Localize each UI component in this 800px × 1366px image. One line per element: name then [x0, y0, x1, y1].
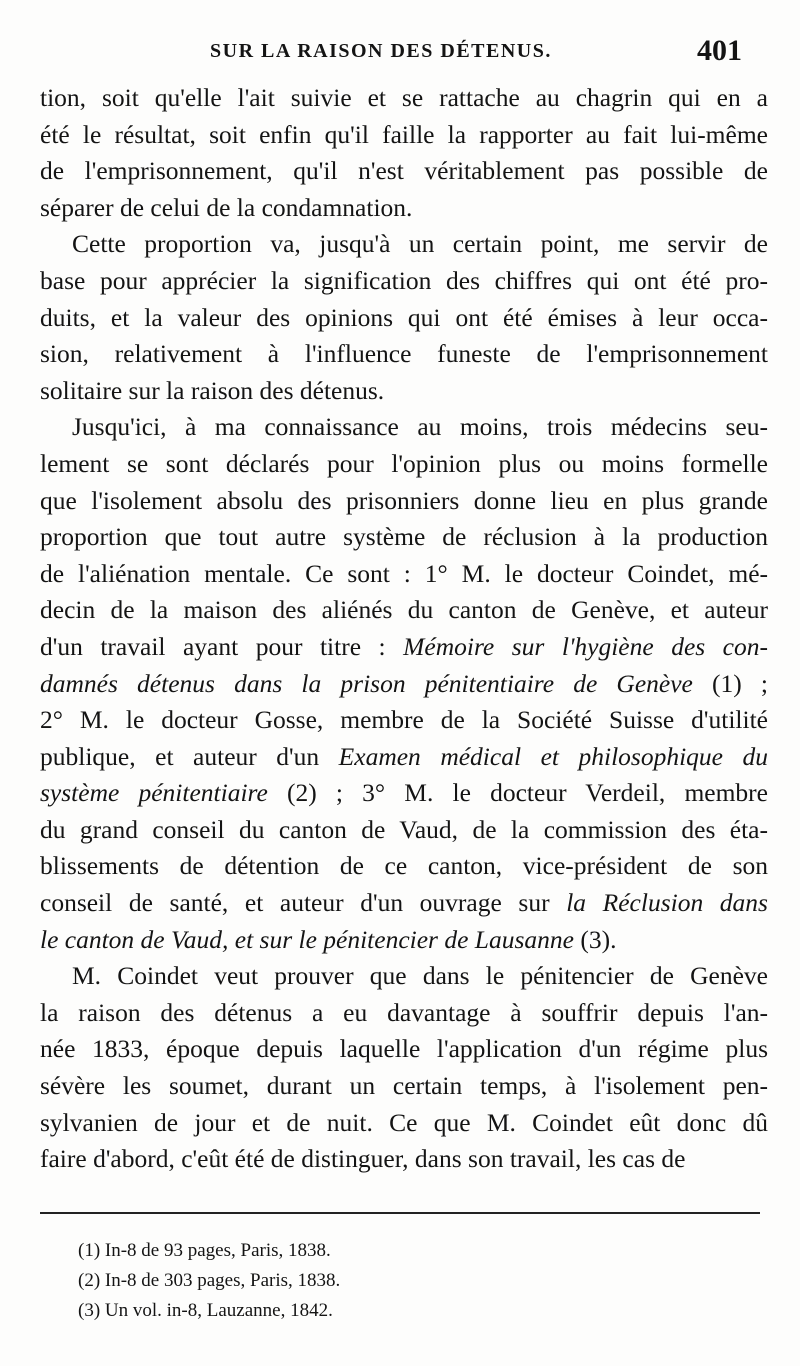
text-line [40, 153, 768, 190]
text-segment: née 1833, époque depuis laquelle l'application d'un régime plus [40, 1034, 768, 1064]
text-line [40, 922, 768, 959]
text-line [40, 812, 768, 849]
text-line [40, 226, 768, 263]
text-segment: Cette proportion va, jusqu'à un certain point, me servir de [72, 229, 768, 259]
text-line [40, 80, 768, 117]
paragraph [40, 409, 768, 958]
text-line [40, 483, 768, 520]
footnotes [78, 1236, 758, 1326]
text-segment: faire d'abord, c'eût été de distinguer, dans son travail, les cas de [40, 1144, 686, 1174]
text-segment: lement se sont déclarés pour l'opinion plus ou moins formelle [40, 448, 768, 478]
text-line [40, 885, 768, 922]
text-segment: duits, et la valeur des opinions qui ont été émises à leur occa- [40, 302, 768, 332]
text-line [40, 958, 768, 995]
text-line [40, 446, 768, 483]
text-line [40, 629, 768, 666]
footnote-2: (2) In-8 de 303 pages, Paris, 1838. [78, 1270, 341, 1291]
text-line [40, 775, 768, 812]
text-segment: (2) ; 3° M. le docteur Verdeil, membre [267, 778, 768, 808]
text-segment: (3). [573, 924, 617, 954]
text-line [40, 263, 768, 300]
text-segment: de l'emprisonnement, qu'il n'est véritablement pas possible de [40, 156, 768, 186]
text-segment: séparer de celui de la condamnation. [40, 192, 413, 222]
text-line [40, 702, 768, 739]
text-line [40, 1031, 768, 1068]
text-line [40, 300, 768, 337]
text-segment: proportion que tout autre système de réclusion à la production [40, 522, 768, 552]
italic-text: damnés détenus dans la prison pénitentiaire de Genève [40, 668, 693, 698]
footnote-rule [40, 1212, 760, 1214]
text-line [40, 666, 768, 703]
text-segment: été le résultat, soit enfin qu'il faille la rapporter au fait lui-même [40, 119, 768, 149]
text-segment: d'un travail ayant pour titre : [40, 631, 404, 661]
text-segment: base pour apprécier la signification des chiffres qui ont été pro- [40, 265, 768, 295]
text-segment: 2° M. le docteur Gosse, membre de la Société Suisse d'utilité [40, 705, 768, 735]
text-segment: du grand conseil du canton de Vaud, de la commission des éta- [40, 814, 768, 844]
text-line [40, 409, 768, 446]
text-segment: conseil de santé, et auteur d'un ouvrage sur [40, 888, 567, 918]
italic-text: Mémoire sur l'hygiène des con- [403, 631, 768, 661]
footnote-3: (3) Un vol. in-8, Lauzanne, 1842. [78, 1300, 333, 1321]
text-segment: sévère les soumet, durant un certain temps, à l'isolement pen- [40, 1071, 768, 1101]
paragraph [40, 226, 768, 409]
text-line [40, 1105, 768, 1142]
text-segment: que l'isolement absolu des prisonniers donne lieu en plus grande [40, 485, 768, 515]
text-segment: sion, relativement à l'influence funeste de l'emprisonnement [40, 339, 768, 369]
italic-text: Examen médical et philosophique du [338, 741, 768, 771]
text-segment: sylvanien de jour et de nuit. Ce que M. Coindet eût donc dû [40, 1107, 768, 1137]
text-segment: Jusqu'ici, à ma connaissance au moins, trois médecins seu- [72, 412, 768, 442]
text-segment: (1) ; [692, 668, 768, 698]
text-line [40, 373, 768, 410]
text-segment: decin de la maison des aliénés du canton de Genève, et auteur [40, 595, 768, 625]
text-segment: solitaire sur la raison des détenus. [40, 375, 385, 405]
text-segment: tion, soit qu'elle l'ait suivie et se rattache au chagrin qui en a [40, 83, 768, 112]
text-line [40, 592, 768, 629]
page-header [0, 34, 800, 74]
italic-text: système pénitentiaire [40, 778, 268, 808]
text-segment: publique, et auteur d'un [40, 741, 339, 771]
text-segment: de l'aliénation mentale. Ce sont : 1° M. le docteur Coindet, mé- [40, 558, 768, 588]
text-line [40, 1068, 768, 1105]
text-line [40, 995, 768, 1032]
paragraph [40, 80, 768, 226]
text-line [40, 1141, 768, 1178]
text-line [40, 117, 768, 154]
italic-text: la Réclusion dans [566, 888, 768, 918]
text-segment: M. Coindet veut prouver que dans le pénitencier de Genève [72, 961, 768, 991]
running-head: SUR LA RAISON DES DÉTENUS. [210, 40, 552, 62]
page-number: 401 [697, 34, 742, 67]
text-segment: blissements de détention de ce canton, vice-président de son [40, 851, 768, 881]
italic-text: le canton de Vaud, et sur le pénitencier de Lausanne [40, 924, 574, 954]
footnote-1: (1) In-8 de 93 pages, Paris, 1838. [78, 1240, 331, 1261]
text-line [40, 336, 768, 373]
text-line [40, 190, 768, 227]
text-line [40, 519, 768, 556]
paragraph [40, 958, 768, 1178]
text-line [40, 739, 768, 776]
body-text [40, 80, 768, 1178]
text-segment: la raison des détenus a eu davantage à souffrir depuis l'an- [40, 997, 768, 1027]
text-line [40, 556, 768, 593]
text-line [40, 848, 768, 885]
